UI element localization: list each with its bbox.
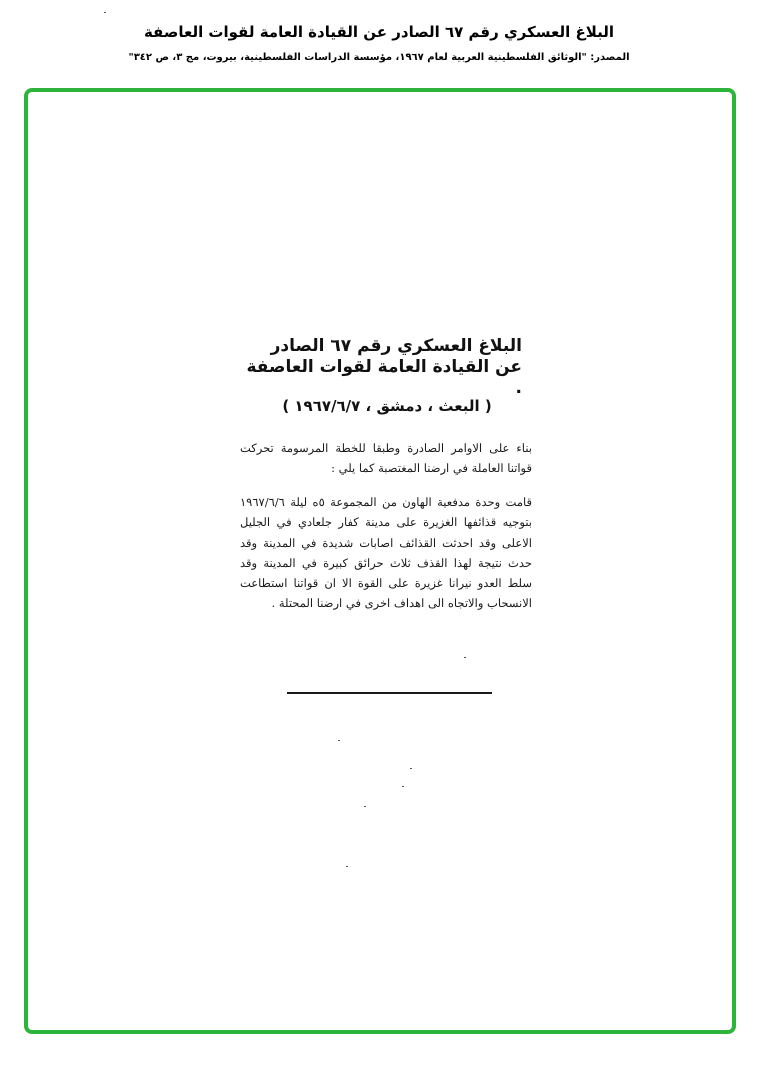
source-citation: المصدر: "الوثائق الفلسطينية العربية لعام ١٩٦٧، مؤسسة الدراسات الفلسطينية، بيروت، مج ٣، ص ٣٤٢" <box>128 52 630 63</box>
scan-speck <box>346 866 348 867</box>
scan-speck <box>402 786 404 787</box>
scan-speck <box>364 806 366 807</box>
scan-speck <box>104 12 106 13</box>
page-title: البلاغ العسكري رقم ٦٧ الصادر عن القيادة العامة لقوات العاصفة <box>143 23 615 41</box>
scan-speck <box>464 657 466 658</box>
document-dateline: ( البعث ، دمشق ، ١٩٦٧/٦/٧ ) <box>282 397 492 415</box>
closing-rule <box>287 692 492 694</box>
document-paragraph: قامت وحدة مدفعية الهاون من المجموعة ٥ه ليلة ١٩٦٧/٦/٦ بتوجيه قذائفها الغزيرة على مدينة كفار جلعادي في الجليل الاعلى وقد احدثت القذائف اصابات شديدة في المدينة وقد حدث نتيجة لهذا القذف ثلاث حرائق كبيرة في المدينة وقد سلط العدو نيرانا غزيرة على القوة الا ان قواتنا استطاعت الانسحاب والاتجاه الى اهداف اخرى في ارضنا المحتلة . <box>240 495 532 611</box>
scan-speck <box>410 768 412 769</box>
document-heading: البلاغ العسكري رقم ٦٧ الصادر عن القيادة العامة لقوات العاصفة . <box>246 336 522 398</box>
scan-speck <box>338 740 340 741</box>
document-paragraph: بناء على الاوامر الصادرة وطبقا للخطة المرسومة تحركت قواتنا العاملة في ارضنا المغتصبة كما يلي : <box>240 441 532 476</box>
